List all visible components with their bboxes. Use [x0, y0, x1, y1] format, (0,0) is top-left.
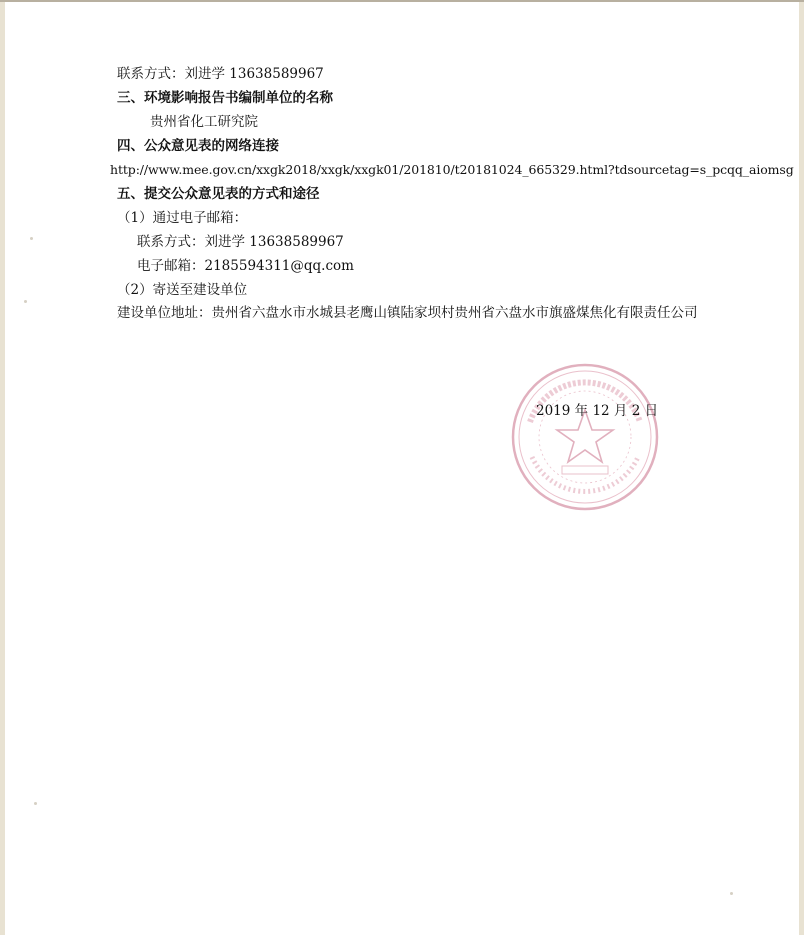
contact-line: 联系方式：刘进学 13638589967	[117, 66, 324, 82]
way1-label: （1）通过电子邮箱：	[117, 210, 248, 226]
way2-label: （2）寄送至建设单位	[117, 282, 248, 298]
date-line: 2019 年 12 月 2 日	[536, 403, 659, 419]
paper-speck	[730, 892, 733, 895]
page-left-edge	[0, 2, 5, 935]
section4-url: http://www.mee.gov.cn/xxgk2018/xxgk/xxgk01/201810/t20181024_665329.html?tdsourcetag=s_pcqq_aiomsg	[110, 162, 794, 177]
address-line: 建设单位地址：贵州省六盘水市水城县老鹰山镇陆家坝村贵州省六盘水市旗盛煤焦化有限责任公司	[117, 305, 698, 321]
company-seal-stamp-icon	[510, 362, 660, 512]
way1-contact: 联系方式：刘进学 13638589967	[137, 234, 344, 250]
paper-speck	[24, 300, 27, 303]
section3-heading: 三、环境影响报告书编制单位的名称	[117, 90, 333, 106]
page-right-edge	[799, 2, 804, 935]
section3-body: 贵州省化工研究院	[150, 114, 258, 130]
paper-speck	[30, 237, 33, 240]
section4-heading: 四、公众意见表的网络连接	[117, 138, 279, 154]
section5-heading: 五、提交公众意见表的方式和途径	[117, 186, 320, 202]
way1-email: 电子邮箱：2185594311@qq.com	[137, 258, 354, 274]
paper-speck	[34, 802, 37, 805]
